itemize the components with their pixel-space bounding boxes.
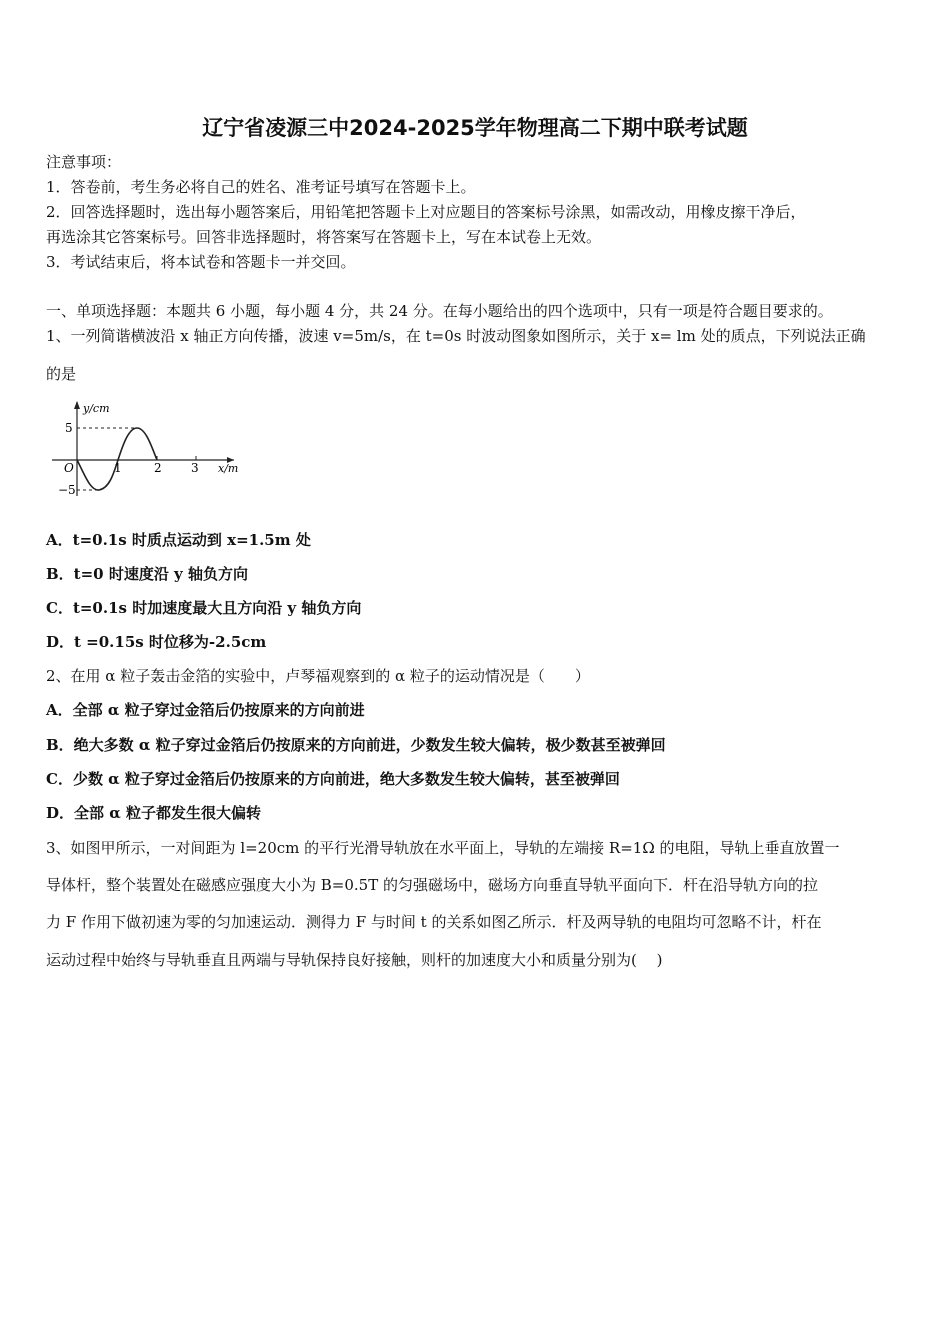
notice-item: 2．回答选择题时，选出每小题答案后，用铅笔把答题卡上对应题目的答案标号涂黑，如需改动，用橡皮擦干净后， — [46, 203, 806, 221]
q1-option-c: C．t=0.1s 时加速度最大且方向沿 y 轴负方向 — [46, 599, 362, 617]
q2-option-c: C．少数 α 粒子穿过金箔后仍按原来的方向前进，绝大多数发生较大偏转，甚至被弹回 — [46, 770, 620, 788]
q3-stem-line: 运动过程中始终与导轨垂直且两端与导轨保持良好接触，则杆的加速度大小和质量分别为( ) — [46, 951, 663, 969]
notice-item: 1．答卷前，考生务必将自己的姓名、准考证号填写在答题卡上。 — [46, 178, 476, 196]
q2-option-b: B．绝大多数 α 粒子穿过金箔后仍按原来的方向前进，少数发生较大偏转，极少数甚至被弹回 — [46, 736, 666, 754]
y-tick-label: −5 — [58, 483, 76, 497]
page-title: 辽宁省凌源三中2024-2025学年物理高二下期中联考试题 — [202, 116, 748, 140]
notice-item: 再选涂其它答案标号。回答非选择题时，将答案写在答题卡上，写在本试卷上无效。 — [46, 228, 602, 246]
q1-option-a: A．t=0.1s 时质点运动到 x=1.5m 处 — [46, 531, 311, 549]
wave-graph — [46, 398, 246, 498]
q1-stem: 1、一列简谐横波沿 x 轴正方向传播，波速 v=5m/s，在 t=0s 时波动图象如图所示，关于 x= lm 处的质点，下列说法正确 — [46, 327, 866, 345]
x-tick-label: 2 — [154, 461, 162, 475]
notice-item: 3．考试结束后，将本试卷和答题卡一并交回。 — [46, 253, 356, 271]
notice-heading: 注意事项： — [46, 153, 122, 171]
x-tick-label: 1 — [114, 461, 122, 475]
q1-option-b: B．t=0 时速度沿 y 轴负方向 — [46, 565, 248, 583]
q1-stem: 的是 — [46, 365, 77, 383]
section-heading: 一、单项选择题：本题共 6 小题，每小题 4 分，共 24 分。在每小题给出的四个选项中，只有一项是符合题目要求的。 — [46, 302, 833, 320]
wave-curve — [77, 428, 157, 490]
y-axis-label: y/cm — [83, 402, 110, 415]
y-tick-label: 5 — [65, 421, 73, 435]
q3-stem-line: 力 F 作用下做初速为零的匀加速运动．测得力 F 与时间 t 的关系如图乙所示．杆及两导轨的电阻均可忽略不计，杆在 — [46, 913, 822, 931]
q1-option-d: D．t =0.15s 时位移为-2.5cm — [46, 633, 267, 651]
q2-option-d: D．全部 α 粒子都发生很大偏转 — [46, 804, 261, 822]
x-axis-label: x/m — [218, 462, 239, 475]
q3-stem-line: 3、如图甲所示，一对间距为 l=20cm 的平行光滑导轨放在水平面上，导轨的左端接 R=1Ω 的电阻，导轨上垂直放置一 — [46, 839, 840, 857]
y-axis-arrow — [74, 401, 80, 409]
q2-option-a: A．全部 α 粒子穿过金箔后仍按原来的方向前进 — [46, 701, 365, 719]
q2-stem: 2、在用 α 粒子轰击金箔的实验中，卢琴福观察到的 α 粒子的运动情况是（ ） — [46, 667, 590, 685]
x-tick-label: 3 — [191, 461, 199, 475]
q3-stem-line: 导体杆，整个装置处在磁感应强度大小为 B=0.5T 的匀强磁场中，磁场方向垂直导轨平面向下．杆在沿导轨方向的拉 — [46, 876, 818, 894]
origin-label: O — [64, 461, 74, 475]
